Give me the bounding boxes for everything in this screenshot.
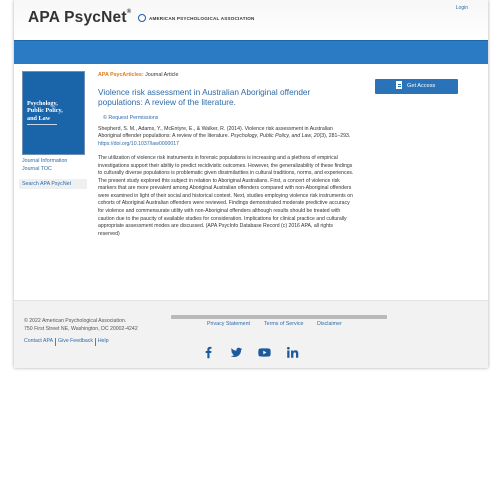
apa-globe-icon: [138, 14, 146, 22]
cover-divider: [27, 124, 57, 125]
footer-links: [24, 338, 109, 346]
journal-toc-link[interactable]: Journal TOC: [22, 166, 52, 172]
request-permissions-link[interactable]: © Request Permissions: [103, 115, 159, 121]
twitter-icon[interactable]: [230, 346, 243, 359]
give-feedback-link[interactable]: Give Feedback: [58, 338, 93, 344]
link-separator: [55, 338, 56, 346]
login-link[interactable]: Login: [455, 5, 468, 11]
document-icon: [396, 81, 402, 89]
journal-information-link[interactable]: Journal Information: [22, 158, 68, 164]
journal-cover[interactable]: [22, 71, 85, 155]
doi-link[interactable]: https://doi.org/10.1037/law0000017: [98, 140, 180, 147]
cover-title: Psychology, Public Policy, and Law: [27, 100, 63, 122]
record-type: APA PsycArticles: Journal Article: [98, 72, 179, 78]
footer-divider: [171, 315, 387, 319]
apa-name: AMERICAN PSYCHOLOGICAL ASSOCIATION: [149, 15, 255, 21]
privacy-statement-link[interactable]: Privacy Statement: [207, 321, 250, 327]
youtube-icon[interactable]: [258, 346, 271, 359]
disclaimer-link[interactable]: Disclaimer: [317, 321, 342, 327]
get-access-button[interactable]: [375, 79, 458, 94]
apa-logo[interactable]: [138, 14, 254, 22]
facebook-icon[interactable]: [202, 346, 215, 359]
help-link[interactable]: Help: [97, 338, 109, 344]
psycnet-logo[interactable]: APA PsycNet®: [28, 9, 132, 26]
terms-of-service-link[interactable]: Terms of Service: [264, 321, 304, 327]
abstract: The utilization of violence risk instruments in forensic populations is increasing and a plethora of empirical investigations support their ability to predict recidivistic outcomes. However, the generalizability of these findings to culturally diverse populations is problematic given dissimilarities in cultural traditions, norms, and experiences. The present study explored this subject in relation to Aboriginal Australians. First, a concert of violence risk markers that are more prevalent among Aboriginal Australian offenders compared with non-Aboriginal offenders were examined in light of their social and historical context. Next, studies employing violence risk instruments on cohorts of Aboriginal Australian offenders were reviewed. Findings demonstrated moderate predictive accuracy for violence and commensurate utility with non-Aboriginal offenders although results should be treated with caution due to the paucity of available studies for consideration. Implications for clinical practice and culturally appropriate assessment modes are discussed. (APA PsycInfo Database Record (c) 2016 APA, all rights reserved): [98, 155, 354, 237]
citation: Shepherd, S. M., Adams, Y., McEntyre, E., & Walker, R. (2014). Violence risk assessment in Australian Aboriginal offender populations: A review of the literature. Psychology, Public Policy, and Law, 20(3), 281–293. https://doi.org/10.1037/law0000017: [98, 126, 351, 147]
copyright: © 2022 American Psychological Association. 750 First Street NE, Washington, DC 20002-4242: [24, 318, 138, 333]
site-header: [14, 0, 488, 40]
link-separator: [95, 338, 96, 346]
search-psycnet-button[interactable]: Search APA PsycNet: [19, 179, 87, 189]
database-name: APA PsycArticles:: [98, 72, 144, 78]
get-access-label: Get Access: [407, 83, 436, 89]
linkedin-icon[interactable]: [286, 346, 299, 359]
contact-apa-link[interactable]: Contact APA: [24, 338, 54, 344]
nav-bar: [14, 40, 488, 64]
article-title: Violence risk assessment in Australian Aboriginal offender populations: A review of the literature.: [98, 87, 311, 107]
site-footer: [14, 300, 488, 368]
